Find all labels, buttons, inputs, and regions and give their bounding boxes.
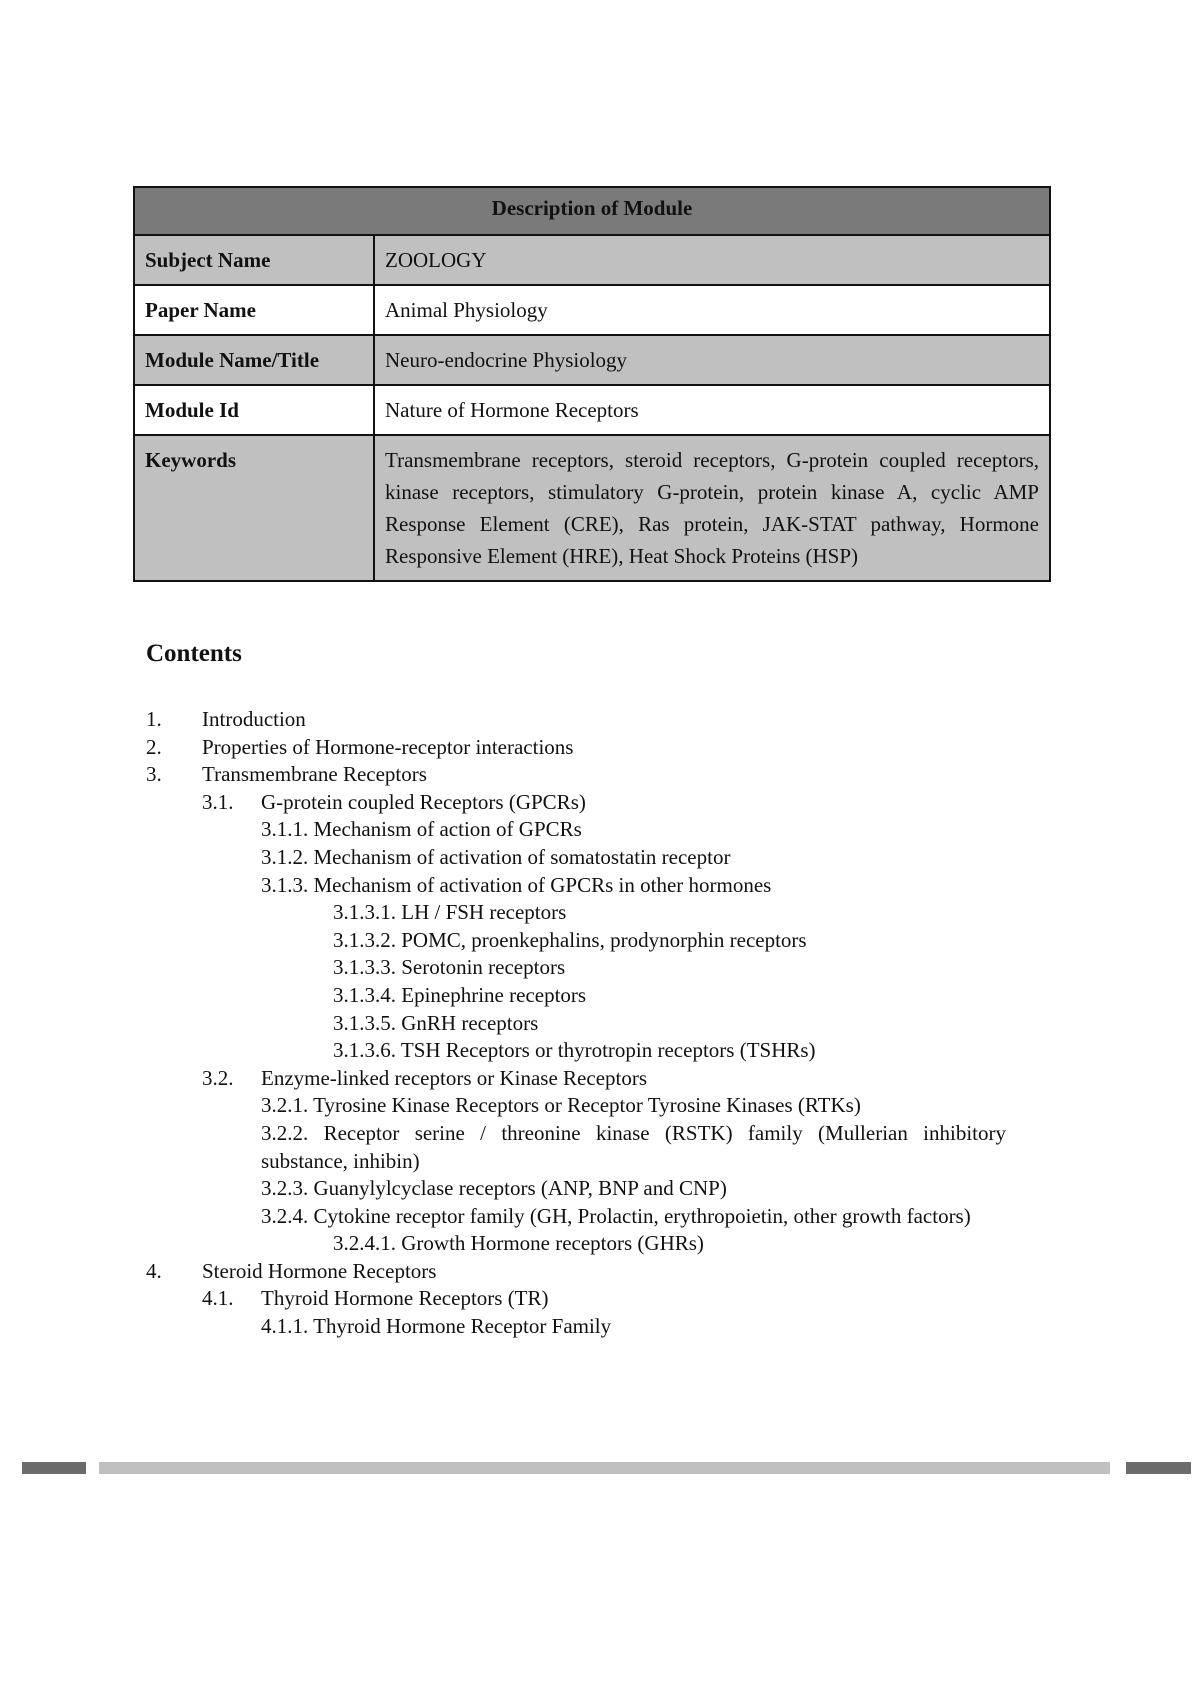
- toc-item: [0, 1120, 1200, 1175]
- toc-item: [0, 1258, 1200, 1286]
- row-value: ZOOLOGY: [374, 235, 1050, 285]
- toc-item-text: 3.1.3.3. Serotonin receptors: [333, 955, 566, 980]
- footer-bar-right: [1126, 1462, 1191, 1474]
- table-row: [134, 385, 1050, 435]
- toc-item: [0, 1230, 1200, 1258]
- toc-item: [0, 789, 1200, 817]
- toc-item-text: 3.1.3. Mechanism of activation of GPCRs in other hormones: [261, 872, 772, 897]
- toc-item-text: Enzyme-linked receptors or Kinase Receptors: [261, 1065, 648, 1090]
- table-row: [134, 285, 1050, 335]
- toc-item: [0, 872, 1200, 900]
- toc-item-number: 1.: [146, 707, 162, 731]
- toc-item: [0, 1285, 1200, 1313]
- toc-item: [0, 1203, 1200, 1231]
- table-row: [134, 435, 1050, 581]
- toc-item: [0, 844, 1200, 872]
- table-row: [134, 235, 1050, 285]
- toc-item: [0, 1313, 1200, 1341]
- toc-item-text: 3.1.3.5. GnRH receptors: [333, 1010, 539, 1035]
- toc-item: [0, 816, 1200, 844]
- toc-item-number: 3.1.: [202, 789, 234, 814]
- toc-item-number: 4.: [146, 1258, 162, 1283]
- table-of-contents: [0, 706, 1200, 1341]
- row-value: Animal Physiology: [374, 285, 1050, 335]
- toc-item: [0, 899, 1200, 927]
- table-row: [134, 335, 1050, 385]
- toc-item-number: 3.2.: [202, 1065, 234, 1090]
- row-label: Paper Name: [134, 285, 374, 335]
- keywords-value: Transmembrane receptors, steroid receptors, G-protein coupled receptors, kinase receptors, stimulatory G-protein, protein kinase A, cyclic AMP Response Element (CRE), Ras protein, JAK-STAT pathway, Hormone Responsive Element (HRE), Heat Shock Proteins (HSP): [374, 435, 1050, 581]
- toc-item-text: G-protein coupled Receptors (GPCRs): [261, 789, 586, 814]
- toc-item-text: Transmembrane Receptors: [202, 762, 427, 787]
- module-description-table: [133, 186, 1051, 582]
- toc-item: [0, 927, 1200, 955]
- toc-item: [0, 954, 1200, 982]
- toc-item-text: 3.1.1. Mechanism of action of GPCRs: [261, 817, 582, 842]
- toc-item: [0, 1175, 1200, 1203]
- toc-item-number: 3.: [146, 762, 162, 787]
- toc-item: [0, 982, 1200, 1010]
- toc-item-text: 3.1.2. Mechanism of activation of somatostatin receptor: [261, 844, 731, 869]
- toc-item-text: 3.2.4. Cytokine receptor family (GH, Prolactin, erythropoietin, other growth factors): [261, 1203, 971, 1228]
- toc-item-text: 3.2.3. Guanylylcyclase receptors (ANP, BNP and CNP): [261, 1176, 727, 1201]
- toc-item: [0, 761, 1200, 789]
- toc-item-text: Properties of Hormone-receptor interactions: [202, 734, 574, 759]
- toc-item-text: 3.1.3.2. POMC, proenkephalins, prodynorphin receptors: [333, 927, 807, 952]
- row-label: Subject Name: [134, 235, 374, 285]
- toc-item-text: 3.1.3.1. LH / FSH receptors: [333, 900, 567, 925]
- toc-item-number: 2.: [146, 734, 162, 759]
- toc-item: [0, 1037, 1200, 1065]
- footer-bar-left: [22, 1462, 86, 1474]
- row-label: Keywords: [134, 435, 374, 581]
- row-label: Module Name/Title: [134, 335, 374, 385]
- toc-item-number: 4.1.: [202, 1286, 234, 1311]
- toc-item-text: Thyroid Hormone Receptors (TR): [261, 1286, 549, 1311]
- toc-item: [0, 1092, 1200, 1120]
- toc-item: [0, 1065, 1200, 1093]
- toc-item: [0, 1010, 1200, 1038]
- toc-item-text: 3.1.3.4. Epinephrine receptors: [333, 982, 587, 1007]
- toc-item: [0, 734, 1200, 762]
- footer-bar-middle: [99, 1462, 1110, 1474]
- row-label: Module Id: [134, 385, 374, 435]
- table-header-row: [134, 187, 1050, 235]
- toc-item-text: 3.1.3.6. TSH Receptors or thyrotropin receptors (TSHRs): [333, 1038, 816, 1063]
- toc-item-text: 3.2.1. Tyrosine Kinase Receptors or Receptor Tyrosine Kinases (RTKs): [261, 1093, 861, 1118]
- toc-item-text: 3.2.2. Receptor serine / threonine kinase (RSTK) family (Mullerian inhibitory substance, inhibin): [261, 1120, 1006, 1173]
- table-header: Description of Module: [134, 187, 1050, 235]
- toc-item-text: 4.1.1. Thyroid Hormone Receptor Family: [261, 1314, 612, 1339]
- row-value: Neuro-endocrine Physiology: [374, 335, 1050, 385]
- row-value: Nature of Hormone Receptors: [374, 385, 1050, 435]
- toc-item: [0, 706, 1200, 734]
- toc-item-text: 3.2.4.1. Growth Hormone receptors (GHRs): [333, 1231, 704, 1256]
- contents-title: Contents: [146, 640, 242, 667]
- toc-item-text: Introduction: [202, 707, 306, 731]
- toc-item-text: Steroid Hormone Receptors: [202, 1258, 437, 1283]
